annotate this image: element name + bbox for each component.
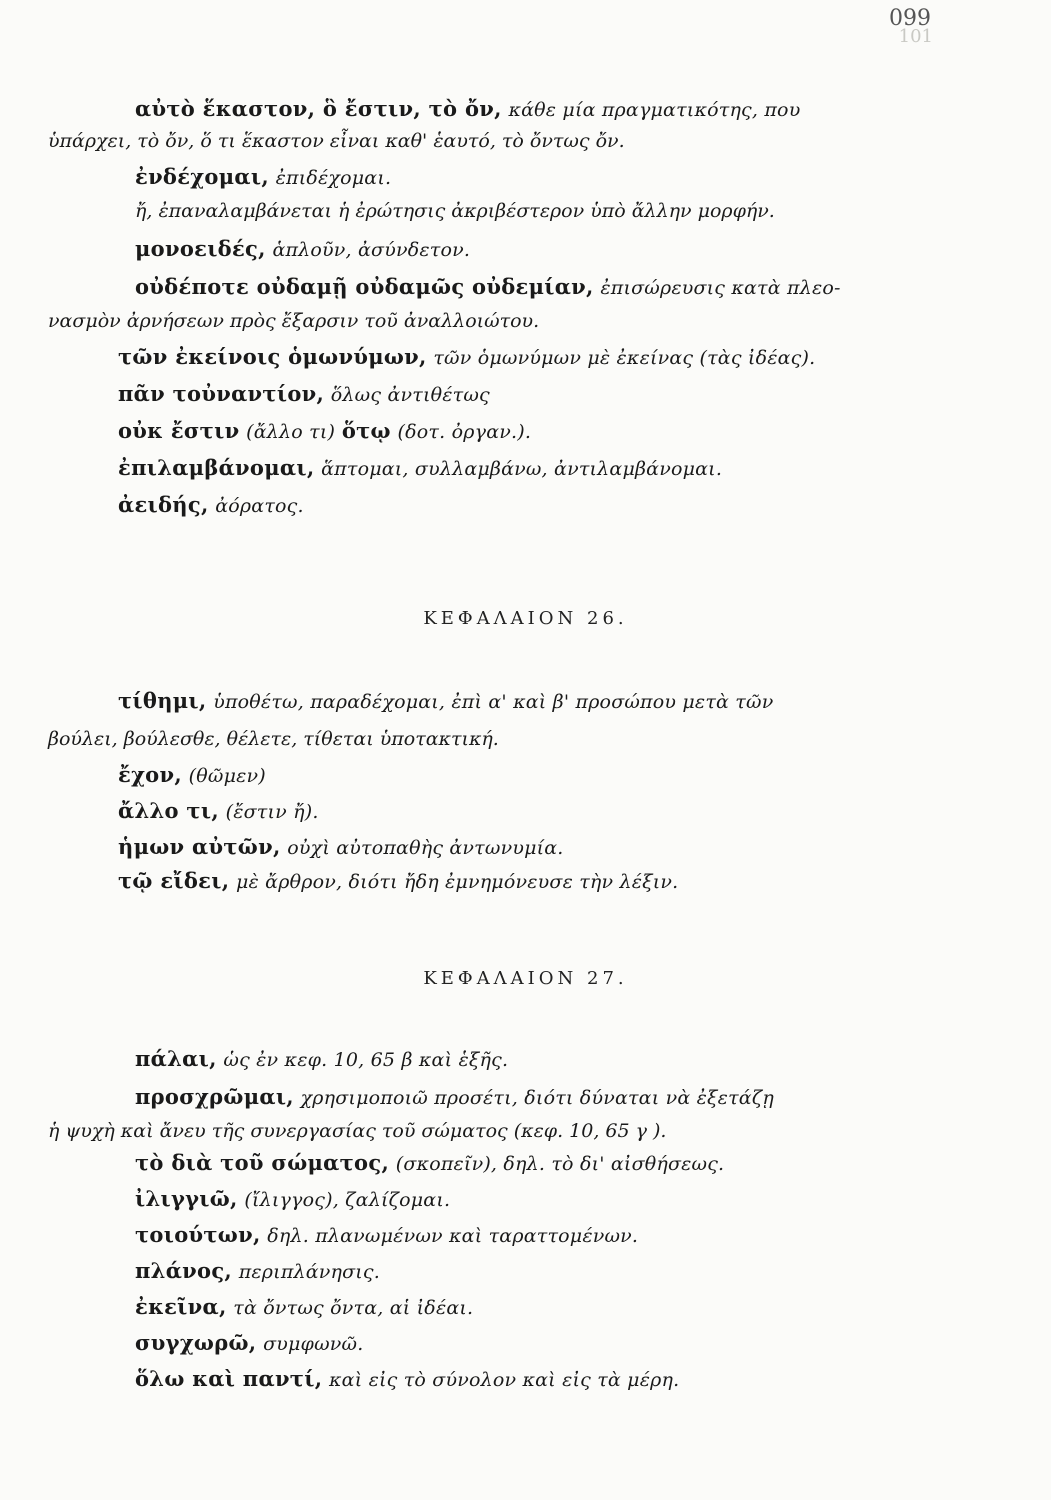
entry-term: ἄλλο τι,	[118, 798, 219, 823]
entry-definition: ἅπτομαι, συλλαμβάνω, ἀντιλαμβάνομαι.	[321, 458, 723, 480]
entry-row	[135, 1294, 473, 1321]
entry-term: συγχωρῶ,	[135, 1330, 257, 1355]
entry-row	[118, 834, 564, 861]
entry-definition: δηλ. πλανωμένων καὶ ταραττομένων.	[267, 1225, 639, 1247]
entry-term: ἡμων αὐτῶν,	[118, 834, 281, 859]
entry-row	[135, 164, 391, 191]
entry-term: πάλαι,	[135, 1046, 217, 1071]
entry-term: πλάνος,	[135, 1258, 233, 1283]
entry-term: αὐτὸ ἕκαστον, ὃ ἔστιν, τὸ ὄν,	[135, 96, 502, 121]
entry-row	[118, 418, 531, 445]
entry-row	[135, 236, 470, 263]
entry-definition: χρησιμοποιῶ προσέτι, διότι δύναται νὰ ἐξετάζῃ	[300, 1087, 774, 1109]
entry-term: μονοειδές,	[135, 236, 266, 261]
entry-row	[118, 688, 773, 715]
entry-definition: (ἔστιν ἤ).	[225, 801, 319, 823]
entry-row	[118, 762, 266, 789]
entry-row	[135, 1366, 679, 1393]
page-number: 099	[889, 6, 931, 31]
entry-row	[118, 492, 304, 519]
entry-term: τὸ διὰ τοῦ σώματος,	[135, 1150, 390, 1175]
ghost-page-number: 101	[898, 26, 933, 47]
entry-term: ἀειδής,	[118, 492, 209, 517]
entry-definition: τὰ ὄντως ὄντα, αἱ ἰδέαι.	[233, 1297, 474, 1319]
entry-definition: ὡς ἐν κεφ. 10, 65 β καὶ ἑξῆς.	[223, 1049, 509, 1071]
entry-row	[135, 1084, 774, 1111]
entry-term: οὐδέποτε οὐδαμῇ οὐδαμῶς οὐδεμίαν,	[135, 274, 594, 299]
entry-definition: οὐχὶ αὐτοπαθὴς ἀντωνυμία.	[287, 837, 564, 859]
entry-row	[135, 96, 800, 123]
entry-continuation: ὑπάρχει, τὸ ὄν, ὅ τι ἕκαστον εἶναι καθ' ἑαυτό, τὸ ὄντως ὄν.	[48, 130, 625, 152]
entry-term: ἔχον,	[118, 762, 182, 787]
entry-term: τίθημι,	[118, 688, 207, 713]
entry-definition: συμφωνῶ.	[263, 1333, 364, 1355]
entry-continuation: ἡ ψυχὴ καὶ ἄνευ τῆς συνεργασίας τοῦ σώματος (κεφ. 10, 65 γ ).	[48, 1120, 667, 1142]
entry-row	[135, 1046, 508, 1073]
entry-continuation: βούλει, βούλεσθε, θέλετε, τίθεται ὑποτακτική.	[48, 728, 499, 750]
entry-continuation: νασμὸν ἀρνήσεων πρὸς ἔξαρσιν τοῦ ἀναλλοιώτου.	[48, 310, 540, 332]
entry-term: ἐνδέχομαι,	[135, 164, 269, 189]
entry-definition: ἐπιδέχομαι.	[275, 167, 392, 189]
entry-definition: (δοτ. ὀργαν.).	[397, 421, 532, 443]
entry-definition: καὶ εἰς τὸ σύνολον καὶ εἰς τὰ μέρη.	[329, 1369, 680, 1391]
entry-definition: κάθε μία πραγματικότης, που	[508, 99, 801, 121]
entry-term: ἰλιγγιῶ,	[135, 1186, 238, 1211]
entry-row	[135, 1186, 450, 1213]
entry-term: ὅλω καὶ παντί,	[135, 1366, 323, 1391]
entry-term: οὐκ ἔστιν	[118, 418, 240, 443]
entry-definition: (σκοπεῖν), δηλ. τὸ δι' αἰσθήσεως.	[395, 1153, 725, 1175]
entry-term: τοιούτων,	[135, 1222, 261, 1247]
entry-term: ὅτῳ	[341, 418, 391, 443]
entry-row	[135, 1258, 380, 1285]
entry-term: ἐκεῖνα,	[135, 1294, 227, 1319]
entry-row	[118, 344, 815, 371]
entry-definition: ἐπισώρευσις κατὰ πλεο-	[600, 277, 841, 299]
entry-term: τῷ εἴδει,	[118, 868, 230, 893]
entry-definition: τῶν ὁμωνύμων μὲ ἐκείνας (τὰς ἰδέας).	[433, 347, 816, 369]
chapter-heading: ΚΕΦΑΛΑΙΟΝ 26.	[423, 608, 628, 629]
entry-row	[135, 1222, 638, 1249]
entry-definition: ἁπλοῦν, ἀσύνδετον.	[272, 239, 471, 261]
entry-row	[135, 1150, 724, 1177]
entry-row	[118, 868, 678, 895]
entry-row	[135, 274, 841, 301]
entry-row	[135, 1330, 363, 1357]
entry-term: τῶν ἐκείνοις ὁμωνύμων,	[118, 344, 427, 369]
entry-definition: ἀόρατος.	[215, 495, 304, 517]
entry-definition: περιπλάνησις.	[238, 1261, 381, 1283]
chapter-heading: ΚΕΦΑΛΑΙΟΝ 27.	[423, 968, 628, 989]
entry-row	[118, 798, 319, 825]
entry-definition: ὅλως ἀντιθέτως	[330, 384, 490, 406]
entry-term: ἐπιλαμβάνομαι,	[118, 455, 315, 480]
entry-definition: ὑποθέτω, παραδέχομαι, ἐπὶ α' καὶ β' προσώπου μετὰ τῶν	[213, 691, 774, 713]
entry-continuation: ἤ, ἐπαναλαμβάνεται ἡ ἐρώτησις ἀκριβέστερον ὑπὸ ἄλλην μορφήν.	[135, 200, 775, 222]
entry-row	[118, 381, 490, 408]
entry-definition: μὲ ἄρθρον, διότι ἤδη ἐμνημόνευσε τὴν λέξιν.	[236, 871, 679, 893]
entry-term: προσχρῶμαι,	[135, 1084, 294, 1109]
entry-row	[118, 455, 722, 482]
entry-term: πᾶν τοὐναντίον,	[118, 381, 325, 406]
entry-definition: (ἴλιγγος), ζαλίζομαι.	[244, 1189, 451, 1211]
entry-definition: (θῶμεν)	[188, 765, 266, 787]
entry-definition: (ἄλλο τι)	[246, 421, 336, 443]
